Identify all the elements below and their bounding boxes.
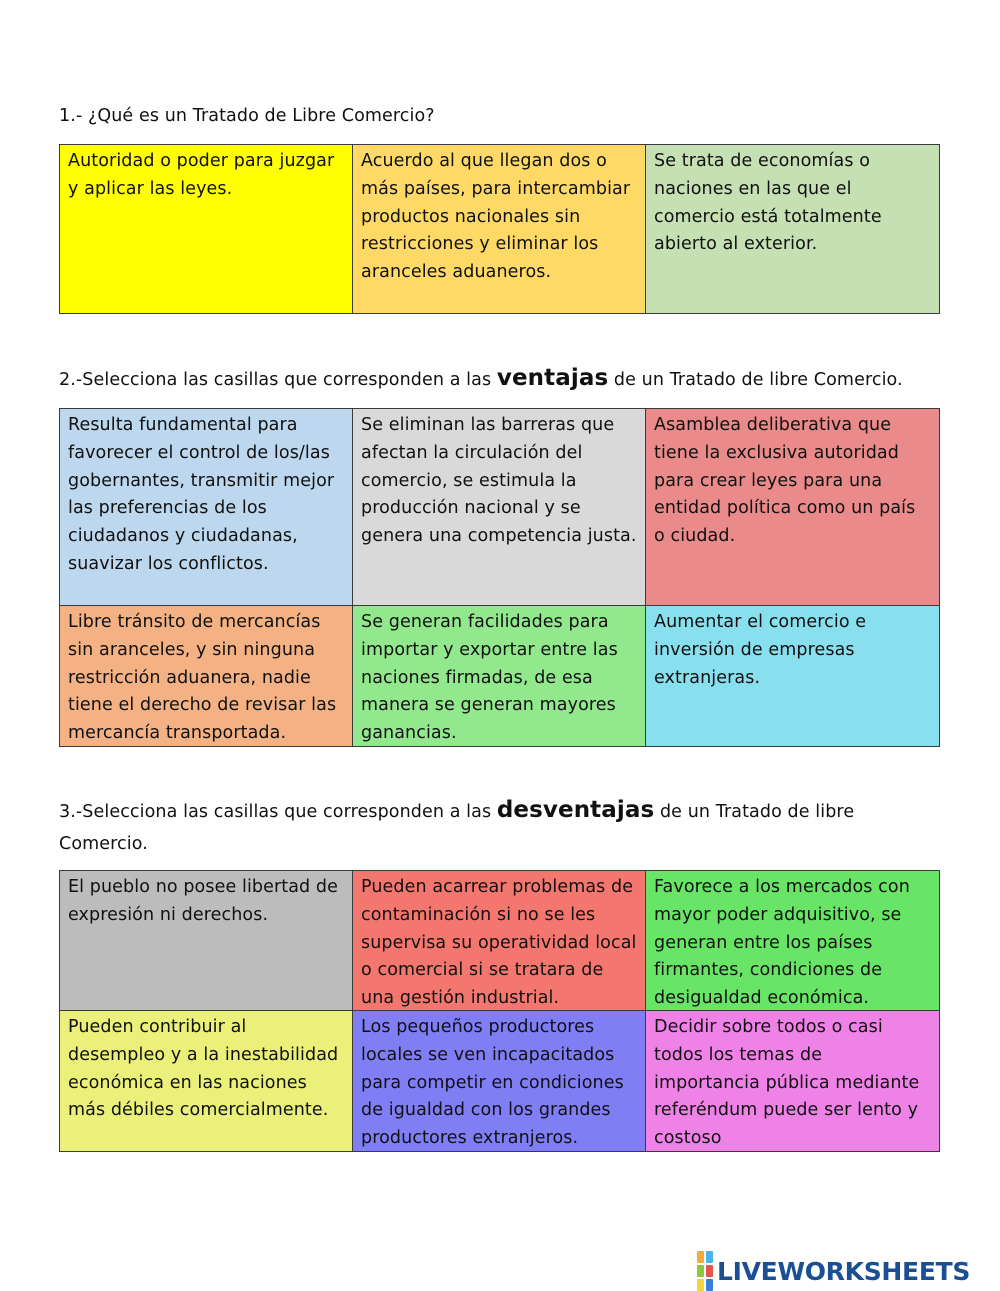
logo-mark-tile	[706, 1279, 713, 1291]
q3-option-4[interactable]: Pueden contribuir al desempleo y a la inestabilidad económica en las naciones más débiles comercialmente.	[59, 1010, 353, 1152]
logo-mark-tile	[697, 1251, 704, 1263]
q2-option-2[interactable]: Se eliminan las barreras que afectan la circulación del comercio, se estimula la producción nacional y se genera una competencia justa.	[352, 408, 646, 606]
question-1-prompt: 1.- ¿Qué es un Tratado de Libre Comercio?	[59, 106, 435, 126]
question-3-options	[59, 870, 939, 1151]
q1-option-3[interactable]: Se trata de economías o naciones en las que el comercio está totalmente abierto al exterior.	[645, 144, 940, 314]
logo-mark-tile	[706, 1265, 713, 1277]
q3-option-5[interactable]: Los pequeños productores locales se ven incapacitados para competir en condiciones de igualdad con los grandes productores extranjeros.	[352, 1010, 646, 1152]
logo-mark-tile	[697, 1279, 704, 1291]
logo-mark-tile	[706, 1251, 713, 1263]
q3-option-1[interactable]: El pueblo no posee libertad de expresión ni derechos.	[59, 870, 353, 1011]
liveworksheets-wordmark: LIVEWORKSHEETS	[717, 1256, 971, 1286]
question-2-options	[59, 408, 939, 746]
liveworksheets-mark-icon	[697, 1251, 713, 1291]
question-2-prompt: 2.-Selecciona las casillas que corresponden a las ventajas de un Tratado de libre Comercio.	[59, 365, 903, 391]
q2-option-4[interactable]: Libre tránsito de mercancías sin aranceles, y sin ninguna restricción aduanera, nadie tiene el derecho de revisar las mercancía transportada.	[59, 605, 353, 747]
emphasis-ventajas: ventajas	[496, 365, 609, 391]
logo-mark-tile	[697, 1265, 704, 1277]
q1-option-2[interactable]: Acuerdo al que llegan dos o más países, para intercambiar productos nacionales sin restricciones y eliminar los aranceles aduaneros.	[352, 144, 646, 314]
liveworksheets-logo	[697, 1255, 970, 1287]
emphasis-desventajas: desventajas	[496, 797, 655, 823]
q2-option-3[interactable]: Asamblea deliberativa que tiene la exclusiva autoridad para crear leyes para una entidad política como un país o ciudad.	[645, 408, 940, 606]
q1-option-1[interactable]: Autoridad o poder para juzgar y aplicar las leyes.	[59, 144, 353, 314]
question-3-prompt: 3.-Selecciona las casillas que corresponden a las desventajas de un Tratado de libre Comercio.	[59, 797, 855, 854]
question-1-options	[59, 144, 939, 313]
q3-option-3[interactable]: Favorece a los mercados con mayor poder adquisitivo, se generan entre los países firmantes, condiciones de desigualdad económica.	[645, 870, 940, 1011]
q2-option-5[interactable]: Se generan facilidades para importar y exportar entre las naciones firmadas, de esa manera se generan mayores ganancias.	[352, 605, 646, 747]
q2-option-1[interactable]: Resulta fundamental para favorecer el control de los/las gobernantes, transmitir mejor las preferencias de los ciudadanos y ciudadanas, suavizar los conflictos.	[59, 408, 353, 606]
q3-option-2[interactable]: Pueden acarrear problemas de contaminación si no se les supervisa su operatividad local o comercial si se tratara de una gestión industrial.	[352, 870, 646, 1011]
q3-option-6[interactable]: Decidir sobre todos o casi todos los temas de importancia pública mediante referéndum puede ser lento y costoso	[645, 1010, 940, 1152]
q2-option-6[interactable]: Aumentar el comercio e inversión de empresas extranjeras.	[645, 605, 940, 747]
